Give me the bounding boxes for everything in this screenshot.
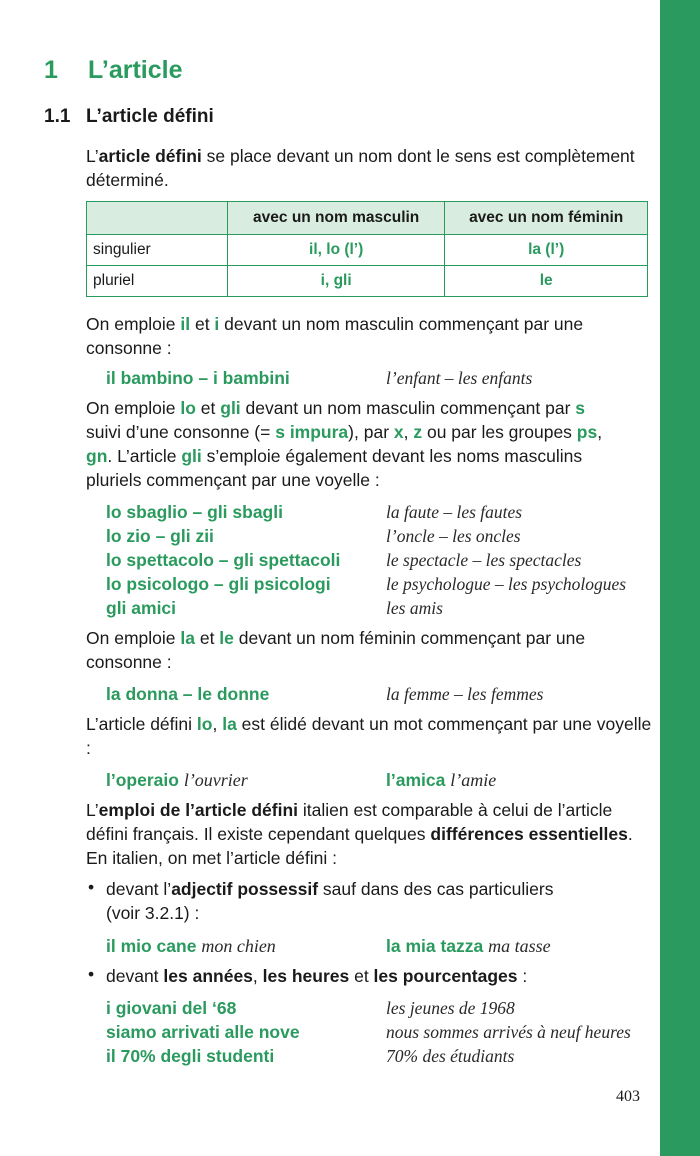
example-it: lo spettacolo – gli spettacoli [106,550,341,570]
bullet-marker: • [88,964,95,984]
example-fr: l’oncle – les oncles [386,526,521,546]
example-it: lo psicologo – gli psicologi [106,574,331,594]
bullet-marker: • [88,877,95,897]
example-it: il 70% degli studenti [106,1046,275,1066]
example-it: i giovani del ‘68 [106,998,237,1018]
intro-paragraph: L’article défini se place devant un nom dont le sens est complètement déterminé. [86,146,635,190]
chapter-tab-bar [660,0,700,1156]
page-number: 403 [616,1088,640,1105]
example-fr: le psychologue – les psychologues [386,574,627,594]
example-it: la donna – le donne [106,684,270,704]
example-fr: les amis [386,598,443,618]
bullet-possessive: devant l’adjectif possessif sauf dans des cas particuliers (voir 3.2.1) : [106,879,554,923]
subsection-title: 1.1 L’article défini [44,106,214,127]
example-it: lo sbaglio – gli sbagli [106,502,283,522]
bullet-years-hours: devant les années, les heures et les pourcentages : [106,966,528,986]
example-it: gli amici [106,598,177,618]
example-it: siamo arrivati alle nove [106,1022,300,1042]
rule-lo-gli: On emploie lo et gli devant un nom masculin commençant par s suivi d’une consonne (= s impura), par x, z ou par les groupes ps, gn. L’article gli s’emploie également devant les noms masculins pluriels commençant par une voyelle : [86,398,603,490]
example-fr: le spectacle – les spectacles [386,550,582,570]
example-pair-left: l’operaio l’ouvrier [106,770,248,790]
example-fr: la femme – les femmes [386,684,544,704]
example-pair-right: la mia tazza ma tasse [386,936,551,956]
article-table [86,201,648,297]
section-title: 1 L’article [44,56,183,84]
table-header-row: avec un nom masculin avec un nom féminin [87,202,648,235]
rule-elision: L’article défini lo, la est élidé devant un mot commençant par une voyelle : [86,714,652,758]
example-fr: nous sommes arrivés à neuf heures [386,1022,631,1042]
table-row: pluriel i, gli le [87,266,648,297]
example-pair-right: l’amica l’amie [386,770,497,790]
example-pair-left: il mio cane mon chien [106,936,276,956]
example-fr: les jeunes de 1968 [386,998,515,1018]
example-it: il bambino – i bambini [106,368,290,388]
usage-paragraph: L’emploi de l’article défini italien est comparable à celui de l’article défini français. Il existe cependant quelques différences essentielles. En italien, on met l’article défini : [86,800,633,868]
rule-il-i: On emploie il et i devant un nom masculin commençant par une consonne : [86,314,584,358]
example-it: lo zio – gli zii [106,526,214,546]
example-fr: 70% des étudiants [386,1046,515,1066]
table-row: singulier il, lo (l’) la (l’) [87,235,648,266]
rule-la-le: On emploie la et le devant un nom féminin commençant par une consonne : [86,628,586,672]
example-fr: la faute – les fautes [386,502,523,522]
example-fr: l’enfant – les enfants [386,368,533,388]
